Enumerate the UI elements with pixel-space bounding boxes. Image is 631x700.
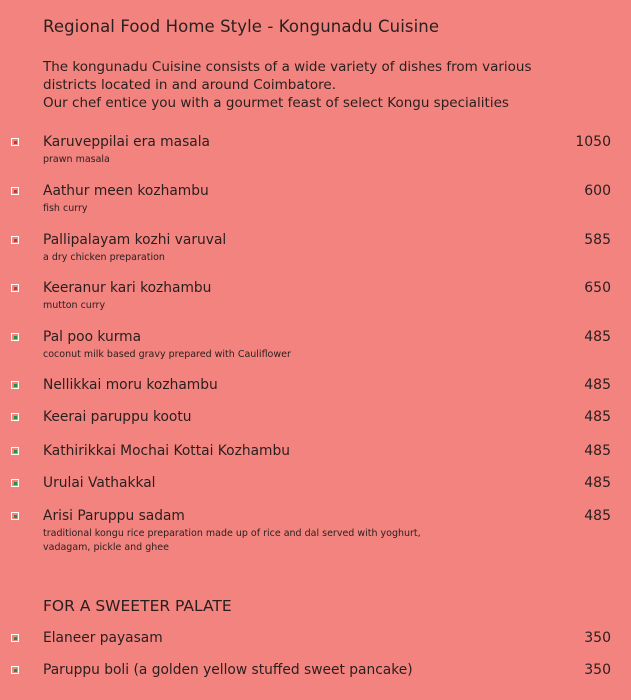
item-name: Urulai Vathakkal — [43, 475, 156, 491]
item-price: 485 — [584, 443, 611, 459]
non-veg-marker-icon — [11, 284, 19, 292]
veg-marker-icon — [11, 413, 19, 421]
item-name: Pallipalayam kozhi varuval — [43, 232, 227, 248]
item-price: 485 — [584, 409, 611, 425]
item-name: Keerai paruppu kootu — [43, 409, 192, 425]
intro-line: The kongunadu Cuisine consists of a wide variety of dishes from various — [43, 59, 532, 75]
intro-line: districts located in and around Coimbatore. — [43, 77, 337, 93]
item-name: Arisi Paruppu sadam — [43, 508, 185, 524]
item-description: coconut milk based gravy prepared with Cauliflower — [43, 349, 291, 360]
item-price: 350 — [584, 630, 611, 646]
item-description: mutton curry — [43, 300, 106, 311]
section-title: FOR A SWEETER PALATE — [43, 597, 232, 615]
item-description: traditional kongu rice preparation made up of rice and dal served with yoghurt, vadagam, pickle and ghee — [43, 528, 421, 553]
intro-line: Our chef entice you with a gourmet feast of select Kongu specialities — [43, 95, 509, 111]
veg-marker-icon — [11, 333, 19, 341]
veg-marker-icon — [11, 381, 19, 389]
page-title: Regional Food Home Style - Kongunadu Cuisine — [43, 17, 440, 36]
item-name: Keeranur kari kozhambu — [43, 280, 212, 296]
veg-marker-icon — [11, 666, 19, 674]
item-price: 585 — [584, 232, 611, 248]
non-veg-marker-icon — [11, 236, 19, 244]
item-price: 600 — [584, 183, 611, 199]
veg-marker-icon — [11, 447, 19, 455]
item-description: fish curry — [43, 203, 88, 214]
intro-text — [43, 58, 583, 112]
veg-marker-icon — [11, 479, 19, 487]
item-price: 650 — [584, 280, 611, 296]
item-description: a dry chicken preparation — [43, 252, 165, 263]
item-name: Elaneer payasam — [43, 630, 163, 646]
item-name: Karuveppilai era masala — [43, 134, 211, 150]
item-description: prawn masala — [43, 154, 110, 165]
veg-marker-icon — [11, 512, 19, 520]
item-price: 1050 — [575, 134, 611, 150]
non-veg-marker-icon — [11, 187, 19, 195]
item-name: Pal poo kurma — [43, 329, 142, 345]
item-price: 350 — [584, 662, 611, 678]
non-veg-marker-icon — [11, 138, 19, 146]
item-name: Paruppu boli (a golden yellow stuffed sweet pancake) — [43, 662, 413, 678]
item-name: Kathirikkai Mochai Kottai Kozhambu — [43, 443, 290, 459]
item-price: 485 — [584, 475, 611, 491]
item-price: 485 — [584, 329, 611, 345]
veg-marker-icon — [11, 634, 19, 642]
item-name: Aathur meen kozhambu — [43, 183, 209, 199]
item-name: Nellikkai moru kozhambu — [43, 377, 218, 393]
item-price: 485 — [584, 508, 611, 524]
item-price: 485 — [584, 377, 611, 393]
